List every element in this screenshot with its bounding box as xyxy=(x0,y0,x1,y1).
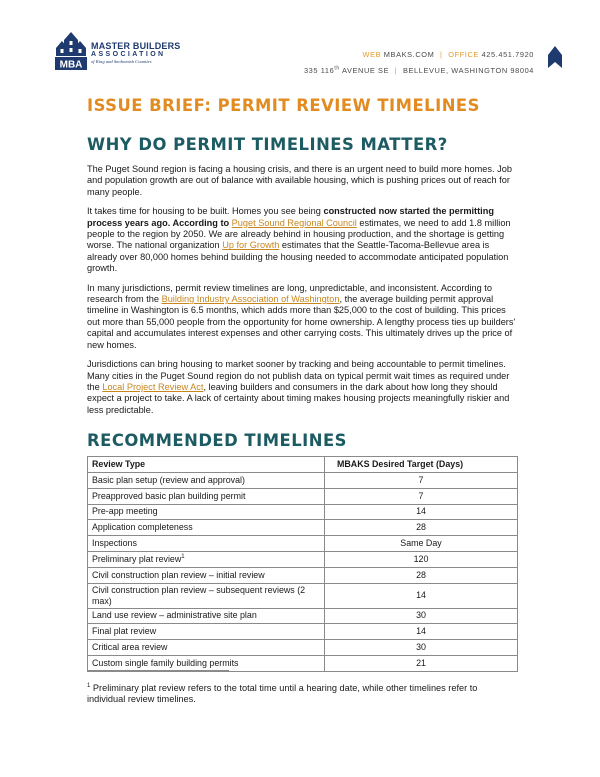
web-value[interactable]: MBAKS.COM xyxy=(383,50,435,59)
mba-logo-icon xyxy=(54,30,88,72)
table-row xyxy=(88,520,518,536)
target-days-cell: 30 xyxy=(325,640,518,656)
p2-text-d: estimates that the Seattle-Tacoma-Bellevue area is already over 80,000 homes behind building the housing needed to accommodate anticipated population growth. xyxy=(87,240,509,274)
table-row xyxy=(88,640,518,656)
contact-line-2 xyxy=(304,63,534,79)
p4-text-b: , leaving builders and consumers in the dark about how long they should expect a project to take. A lack of certainty about timing makes housing projects meaningfully riskier and less predictable. xyxy=(87,381,510,415)
paragraph-3 xyxy=(87,283,518,351)
header-target-days: MBAKS Desired Target (Days) xyxy=(325,457,518,473)
target-days-cell: 21 xyxy=(325,655,518,671)
footnote-ref: 1 xyxy=(181,553,185,560)
table-header-row xyxy=(88,457,518,473)
p3-text-b: , the average building permit approval timeline in Washington is 6.5 months, which adds more than $25,000 to the cost of building. This prices out more than 55,000 people from the opportunity for home ownership. A lengthy process ties up builders' capital and accumulates interest expenses and other carrying costs. This ultimately drives up the price of new homes. xyxy=(87,294,516,350)
target-days-cell: 7 xyxy=(325,488,518,504)
table-row xyxy=(88,583,518,608)
p2-bold: constructed now started the permitting process years ago. According to xyxy=(87,206,494,228)
target-days-cell: 30 xyxy=(325,608,518,624)
p2-text-c: estimates, we need to add 1.8 million people to the region by 2050. We are already behind in housing production, and the shortage is getting worse. The national organization xyxy=(87,217,511,251)
table-row xyxy=(88,551,518,567)
review-type-cell: Custom single family building permits xyxy=(88,655,325,671)
review-type-cell: Pre-app meeting xyxy=(88,504,325,520)
contact-line-1 xyxy=(304,47,534,63)
table-row xyxy=(88,536,518,552)
p4-text-a: Jurisdictions can bring housing to market sooner by tracking and being accountable to permit timelines. Many cities in the Puget Sound region do not publish data on typical permit wait times as required under the xyxy=(87,359,510,392)
table-row xyxy=(88,472,518,488)
contact-info xyxy=(304,47,534,79)
review-type-cell: Basic plan setup (review and approval) xyxy=(88,472,325,488)
review-type-cell: Civil construction plan review – subsequent reviews (2 max) xyxy=(88,583,325,608)
logo-line-2: ASSOCIATION xyxy=(91,51,166,58)
logo-line-3: of King and Snohomish Counties xyxy=(91,59,152,64)
table-row xyxy=(88,567,518,583)
review-type-cell: Preapproved basic plan building permit xyxy=(88,488,325,504)
table-row xyxy=(88,504,518,520)
review-type-cell: Critical area review xyxy=(88,640,325,656)
paragraph-4 xyxy=(87,359,518,416)
paragraph-1: The Puget Sound region is facing a housing crisis, and there is an urgent need to build more homes. Job and population growth are out of balance with available housing, which is pushing prices out of reach for many people. xyxy=(87,164,512,197)
target-days-cell: 28 xyxy=(325,520,518,536)
review-type-cell: Final plat review xyxy=(88,624,325,640)
mbaks-logo xyxy=(54,30,204,76)
address-separator: | xyxy=(394,66,398,75)
document-body xyxy=(87,96,518,672)
address-number: 335 116 xyxy=(303,66,335,75)
contact-separator: | xyxy=(440,50,443,59)
review-type-cell xyxy=(88,551,325,567)
local-project-review-act-link[interactable]: Local Project Review Act xyxy=(102,381,204,392)
why-heading: WHY DO PERMIT TIMELINES MATTER? xyxy=(87,135,448,154)
web-label: WEB xyxy=(362,50,382,59)
timelines-table xyxy=(87,456,518,672)
review-type-cell: Land use review – administrative site plan xyxy=(88,608,325,624)
footnote-marker: 1 xyxy=(87,682,91,689)
target-days-cell: Same Day xyxy=(325,536,518,552)
psrc-link[interactable]: Puget Sound Regional Council xyxy=(231,217,357,228)
brief-title: ISSUE BRIEF: PERMIT REVIEW TIMELINES xyxy=(87,96,480,115)
target-days-cell: 14 xyxy=(325,624,518,640)
up-for-growth-link[interactable]: Up for Growth xyxy=(222,240,280,251)
paragraph-2 xyxy=(87,206,518,274)
address-city: BELLEVUE, WASHINGTON 98004 xyxy=(402,66,534,75)
recommended-heading: RECOMMENDED TIMELINES xyxy=(87,431,347,451)
biaw-link[interactable]: Building Industry Association of Washington xyxy=(161,294,340,305)
target-days-cell: 14 xyxy=(325,583,518,608)
table-row xyxy=(88,624,518,640)
p3-text-a: In many jurisdictions, permit review timelines are long, unpredictable, and inconsistent. According to research from the xyxy=(87,282,492,305)
review-type-cell: Inspections xyxy=(88,536,325,552)
office-label: OFFICE xyxy=(448,50,479,59)
svg-text:MBA: MBA xyxy=(59,59,83,71)
table-row xyxy=(88,608,518,624)
footnote-divider xyxy=(87,670,229,671)
target-days-cell: 14 xyxy=(325,504,518,520)
target-days-cell: 120 xyxy=(325,551,518,567)
up-arrow-icon xyxy=(548,46,562,68)
review-type-text: Preliminary plat review xyxy=(92,553,182,564)
target-days-cell: 28 xyxy=(325,567,518,583)
address-ordinal: th xyxy=(334,65,340,72)
header-review-type: Review Type xyxy=(88,457,325,473)
footnote-text: Preliminary plat review refers to the total time until a hearing date, while other timelines refer to individual review timelines. xyxy=(87,683,478,705)
logo-line-1: MASTER BUILDERS xyxy=(91,41,181,51)
table-row xyxy=(88,488,518,504)
table-row xyxy=(88,655,518,671)
address-street: AVENUE SE xyxy=(339,66,390,75)
review-type-cell: Application completeness xyxy=(88,520,325,536)
target-days-cell: 7 xyxy=(325,472,518,488)
office-phone: 425.451.7920 xyxy=(481,50,534,59)
review-type-cell: Civil construction plan review – initial review xyxy=(88,567,325,583)
p2-text-a: It takes time for housing to be built. Homes you see being xyxy=(87,206,324,217)
footnote xyxy=(87,683,518,706)
